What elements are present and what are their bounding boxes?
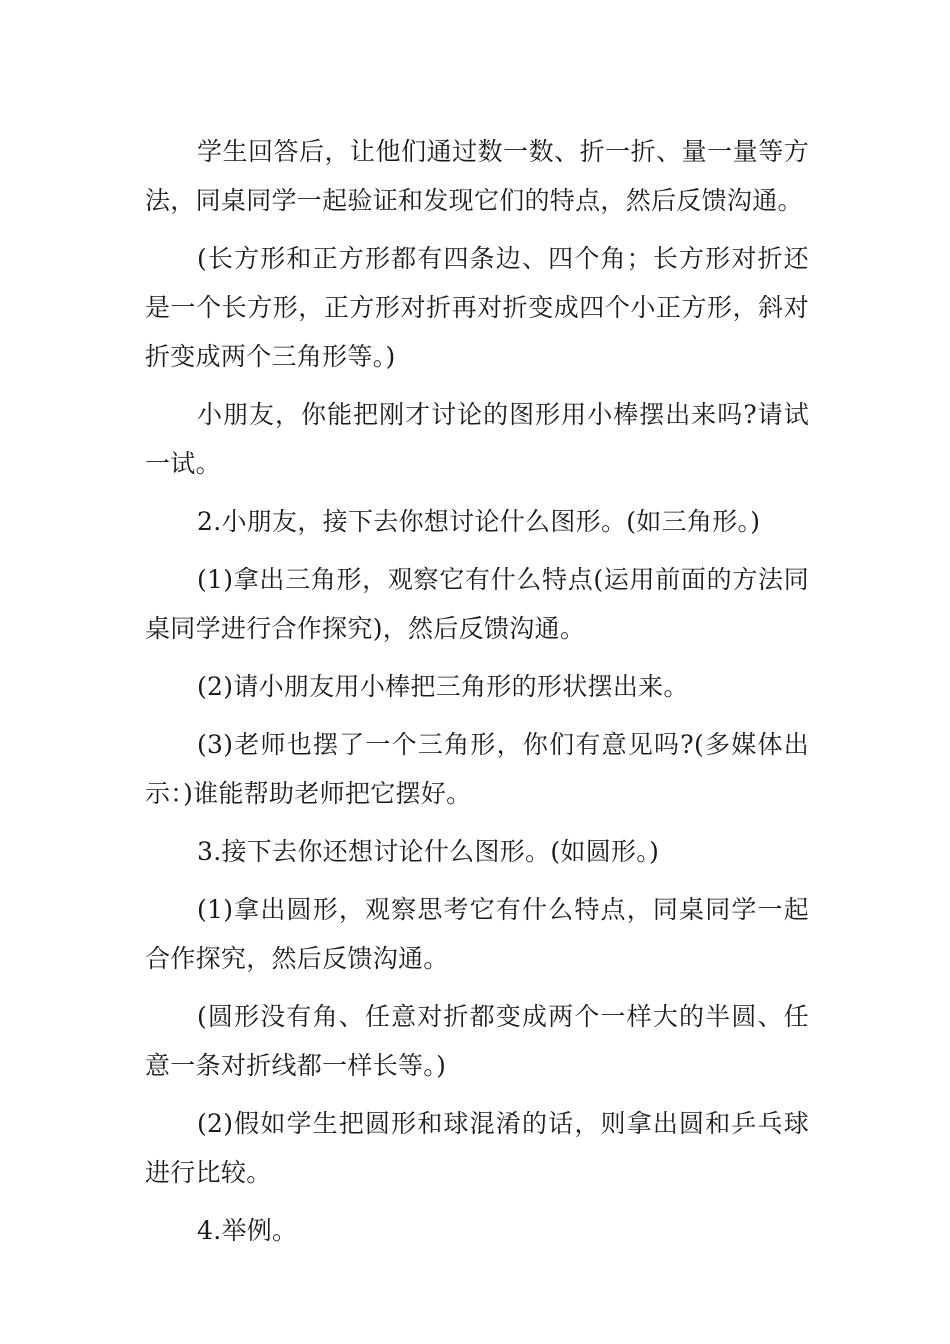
- paragraph-2: (长方形和正方形都有四条边、四个角；长方形对折还是一个长方形，正方形对折再对折变成四个小正方形，斜对折变成两个三角形等。): [145, 244, 809, 371]
- paragraph-4: 2.小朋友，接下去你想讨论什么图形。(如三角形。): [197, 507, 761, 536]
- paragraph-9: (1)拿出圆形，观察思考它有什么特点，同桌同学一起合作探究，然后反馈沟通。: [145, 895, 809, 973]
- paragraph-12: 4.举例。: [197, 1216, 298, 1245]
- paragraph-11: (2)假如学生把圆形和球混淆的话，则拿出圆和乒乓球进行比较。: [145, 1109, 809, 1187]
- paragraph-10: (圆形没有角、任意对折都变成两个一样大的半圆、任意一条对折线都一样长等。): [145, 1002, 809, 1080]
- document-page: [145, 127, 809, 1264]
- paragraph-6: (2)请小朋友用小棒把三角形的形状摆出来。: [197, 672, 689, 701]
- paragraph-3: 小朋友，你能把刚才讨论的图形用小棒摆出来吗?请试一试。: [145, 400, 809, 478]
- paragraph-5: (1)拿出三角形，观察它有什么特点(运用前面的方法同桌同学进行合作探究)，然后反馈沟通。: [145, 565, 809, 643]
- paragraph-1: 学生回答后，让他们通过数一数、折一折、量一量等方法，同桌同学一起验证和发现它们的特点，然后反馈沟通。: [145, 137, 809, 215]
- paragraph-7: (3)老师也摆了一个三角形，你们有意见吗?(多媒体出示：)谁能帮助老师把它摆好。: [145, 730, 809, 808]
- paragraph-8: 3.接下去你还想讨论什么图形。(如圆形。): [197, 837, 660, 866]
